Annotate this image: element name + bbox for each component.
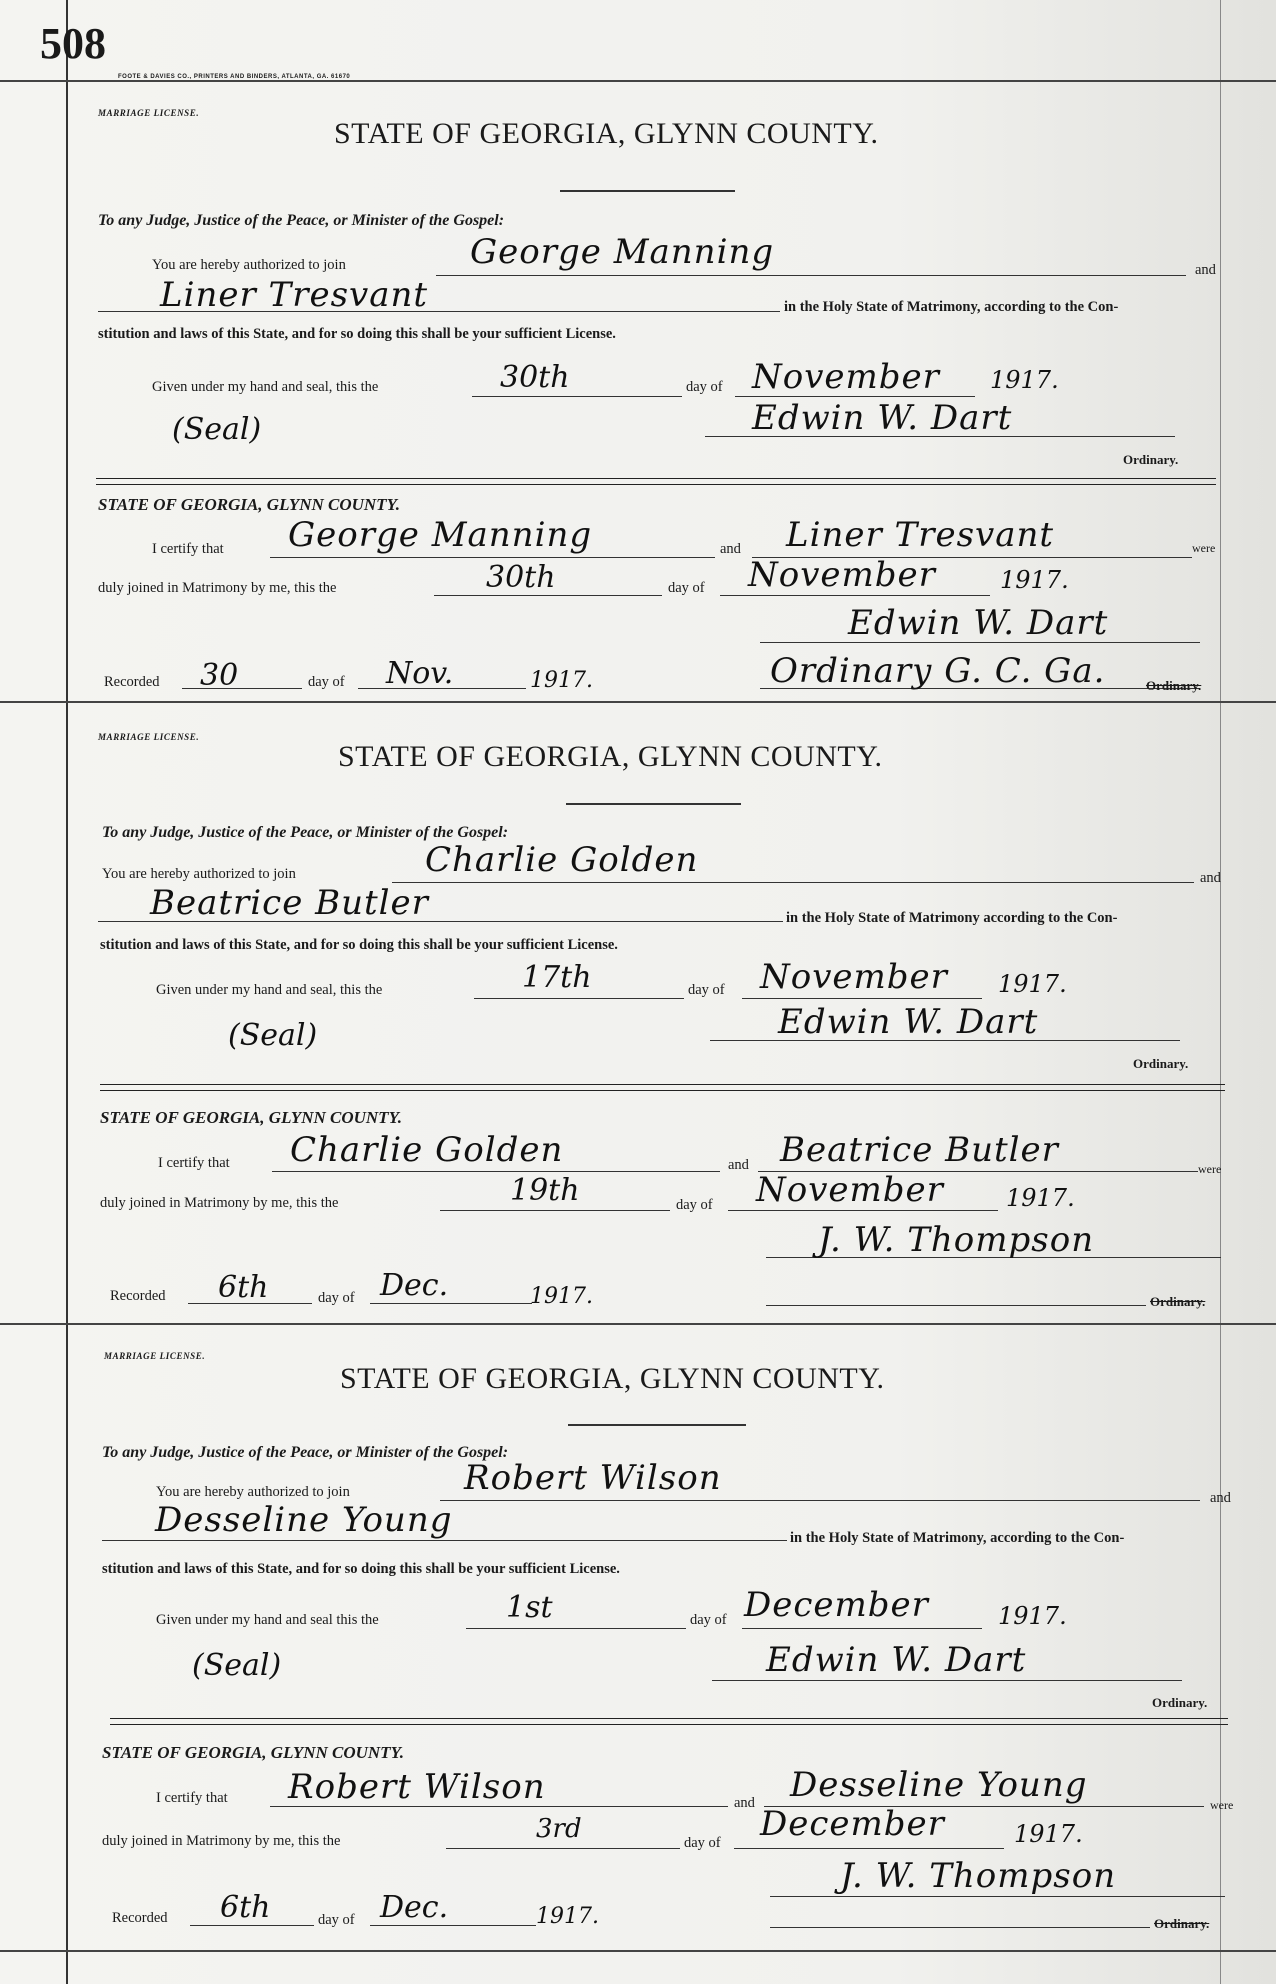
groom-line [436,275,1186,276]
married-month-line [720,595,990,596]
title-rule [566,803,741,805]
bride-line [102,1540,787,1541]
married-year: 1917. [1000,566,1069,594]
printer-imprint: FOOTE & DAVIES CO., PRINTERS AND BINDERS, ATLANTA, GA. 61670 [118,74,351,80]
and-text: and [1195,262,1216,278]
holy-state-text: in the Holy State of Matrimony, according to the Con- [784,299,1119,315]
bride-name: Desseline Young [155,1500,453,1540]
margin-rule-left [66,0,68,1984]
seal-mark: (Seal) [172,412,262,447]
groom-line [392,882,1194,883]
section-divider [110,1718,1228,1725]
license-year: 1917. [998,1602,1067,1630]
married-month: December [760,1804,945,1844]
ordinary-signature: Edwin W. Dart [778,1002,1039,1042]
married-day: 19th [510,1173,580,1208]
officiant-line [770,1896,1225,1897]
page-number: 508 [40,19,106,68]
license-month-line [742,1628,982,1629]
license-title: STATE OF GEORGIA, GLYNN COUNTY. [334,117,879,150]
officiant-title-line [770,1927,1150,1928]
constitution-text: stitution and laws of this State, and for so doing this shall be your sufficient License. [102,1561,620,1577]
recorded-day-of-text: day of [308,674,345,690]
section-divider [100,1084,1225,1091]
cert-groom: Charlie Golden [290,1130,564,1170]
married-day: 30th [486,560,556,595]
license-day-line [474,998,684,999]
day-of-text: day of [688,982,725,998]
cert-groom: Robert Wilson [288,1767,546,1807]
certificate-title: STATE OF GEORGIA, GLYNN COUNTY. [98,495,400,514]
license-day: 17th [522,960,592,995]
joined-text: duly joined in Matrimony by me, this the [102,1833,341,1849]
cert-bride: Desseline Young [790,1765,1088,1805]
recorded-day-of-text: day of [318,1912,355,1928]
recorded-day-line [190,1925,314,1926]
license-day: 30th [500,360,570,395]
authorized-text: You are hereby authorized to join [152,257,346,273]
authorized-text: You are hereby authorized to join [102,866,296,882]
were-text: were [1192,541,1216,555]
certify-text: I certify that [156,1790,228,1806]
were-text: were [1210,1798,1234,1812]
certify-text: I certify that [152,541,224,557]
ordinary-label: Ordinary. [1152,1695,1208,1710]
groom-line [440,1500,1200,1501]
officiant-title-line [766,1305,1146,1306]
certify-text: I certify that [158,1155,230,1171]
cert-and-text: and [734,1795,755,1811]
license-year: 1917. [998,970,1067,998]
cert-groom: George Manning [288,515,593,555]
married-month-line [734,1848,1004,1849]
license-day: 1st [506,1590,553,1625]
license-address: To any Judge, Justice of the Peace, or Minister of the Gospel: [102,824,509,841]
license-month: December [744,1585,929,1625]
certificate-title: STATE OF GEORGIA, GLYNN COUNTY. [100,1108,402,1127]
married-day-line [440,1210,670,1211]
given-text: Given under my hand and seal this the [156,1612,379,1628]
license-month: November [752,357,940,397]
ordinary-label: Ordinary. [1123,452,1179,467]
married-day-line [446,1848,680,1849]
cert-and-text: and [720,541,741,557]
groom-name: George Manning [470,232,775,272]
given-text: Given under my hand and seal, this the [156,982,383,998]
officiant-signature: J. W. Thompson [840,1856,1117,1896]
license-year: 1917. [990,366,1059,394]
and-text: and [1210,1490,1231,1506]
recorded-year: 1917. [530,668,593,693]
recorded-day: 6th [220,1890,271,1925]
married-year: 1917. [1006,1184,1075,1212]
recorded-day: 6th [218,1270,269,1305]
cert-groom-line [272,1171,720,1172]
cert-and-text: and [728,1157,749,1173]
married-year: 1917. [1014,1820,1083,1848]
ordinary-struck-label: Ordinary. [1150,1294,1206,1309]
groom-name: Robert Wilson [464,1458,722,1498]
license-label: MARRIAGE LICENSE. [104,1351,206,1361]
top-rule [0,80,1276,82]
license-title: STATE OF GEORGIA, GLYNN COUNTY. [340,1362,885,1395]
license-day-line [466,1628,686,1629]
joined-text: duly joined in Matrimony by me, this the [98,580,337,596]
recorded-month-line [370,1925,536,1926]
record-separator [0,701,1276,703]
cert-day-of-text: day of [684,1835,721,1851]
married-month: November [748,555,936,595]
given-text: Given under my hand and seal, this the [152,379,379,395]
recorded-month: Nov. [386,656,454,691]
license-month: November [760,957,948,997]
cert-day-of-text: day of [676,1197,713,1213]
ordinary-label: Ordinary. [1133,1056,1189,1071]
recorded-text: Recorded [112,1910,168,1926]
officiant-title: Ordinary G. C. Ga. [770,651,1106,691]
cert-groom-line [270,557,715,558]
officiant-signature: Edwin W. Dart [848,603,1109,643]
bottom-rule [0,1950,1276,1952]
recorded-month: Dec. [380,1268,449,1303]
license-title: STATE OF GEORGIA, GLYNN COUNTY. [338,740,883,773]
cert-bride: Beatrice Butler [780,1130,1059,1170]
recorded-text: Recorded [104,674,160,690]
day-of-text: day of [686,379,723,395]
married-day: 3rd [536,1814,582,1844]
ordinary-signature: Edwin W. Dart [766,1640,1027,1680]
day-of-text: day of [690,1612,727,1628]
license-address: To any Judge, Justice of the Peace, or Minister of the Gospel: [98,212,505,229]
were-text: were [1198,1162,1222,1176]
authorized-text: You are hereby authorized to join [156,1484,350,1500]
joined-text: duly joined in Matrimony by me, this the [100,1195,339,1211]
married-month: November [756,1170,944,1210]
margin-rule-right [1220,0,1221,1984]
seal-mark: (Seal) [228,1018,318,1053]
recorded-month: Dec. [380,1890,449,1925]
bride-name: Liner Tresvant [160,275,429,315]
license-address: To any Judge, Justice of the Peace, or Minister of the Gospel: [102,1444,509,1461]
and-text: and [1200,870,1221,886]
section-divider [96,478,1216,485]
bride-name: Beatrice Butler [150,883,429,923]
officiant-signature: J. W. Thompson [818,1220,1095,1260]
married-month-line [728,1210,998,1211]
recorded-month-line [370,1303,532,1304]
cert-bride: Liner Tresvant [786,515,1055,555]
license-label: MARRIAGE LICENSE. [98,732,200,742]
married-day-line [434,595,662,596]
recorded-day-of-text: day of [318,1290,355,1306]
certificate-title: STATE OF GEORGIA, GLYNN COUNTY. [102,1743,404,1762]
recorded-year: 1917. [530,1284,593,1309]
constitution-text: stitution and laws of this State, and for so doing this shall be your sufficient License. [98,326,616,342]
seal-mark: (Seal) [192,1648,282,1683]
holy-state-text: in the Holy State of Matrimony, according to the Con- [790,1530,1125,1546]
license-label: MARRIAGE LICENSE. [98,108,200,118]
license-month-line [742,998,982,999]
title-rule [560,190,735,192]
ordinary-struck-label: Ordinary. [1154,1916,1210,1931]
title-rule [568,1424,746,1426]
recorded-day: 30 [200,658,239,693]
ordinary-struck-label: Ordinary. [1146,678,1202,693]
constitution-text: stitution and laws of this State, and for so doing this shall be your sufficient License. [100,937,618,953]
recorded-year: 1917. [536,1904,599,1929]
recorded-text: Recorded [110,1288,166,1304]
cert-day-of-text: day of [668,580,705,596]
ordinary-signature-line [712,1680,1182,1681]
ordinary-signature: Edwin W. Dart [752,398,1013,438]
license-day-line [472,396,682,397]
groom-name: Charlie Golden [425,840,699,880]
record-separator [0,1323,1276,1325]
holy-state-text: in the Holy State of Matrimony according to the Con- [786,910,1118,926]
